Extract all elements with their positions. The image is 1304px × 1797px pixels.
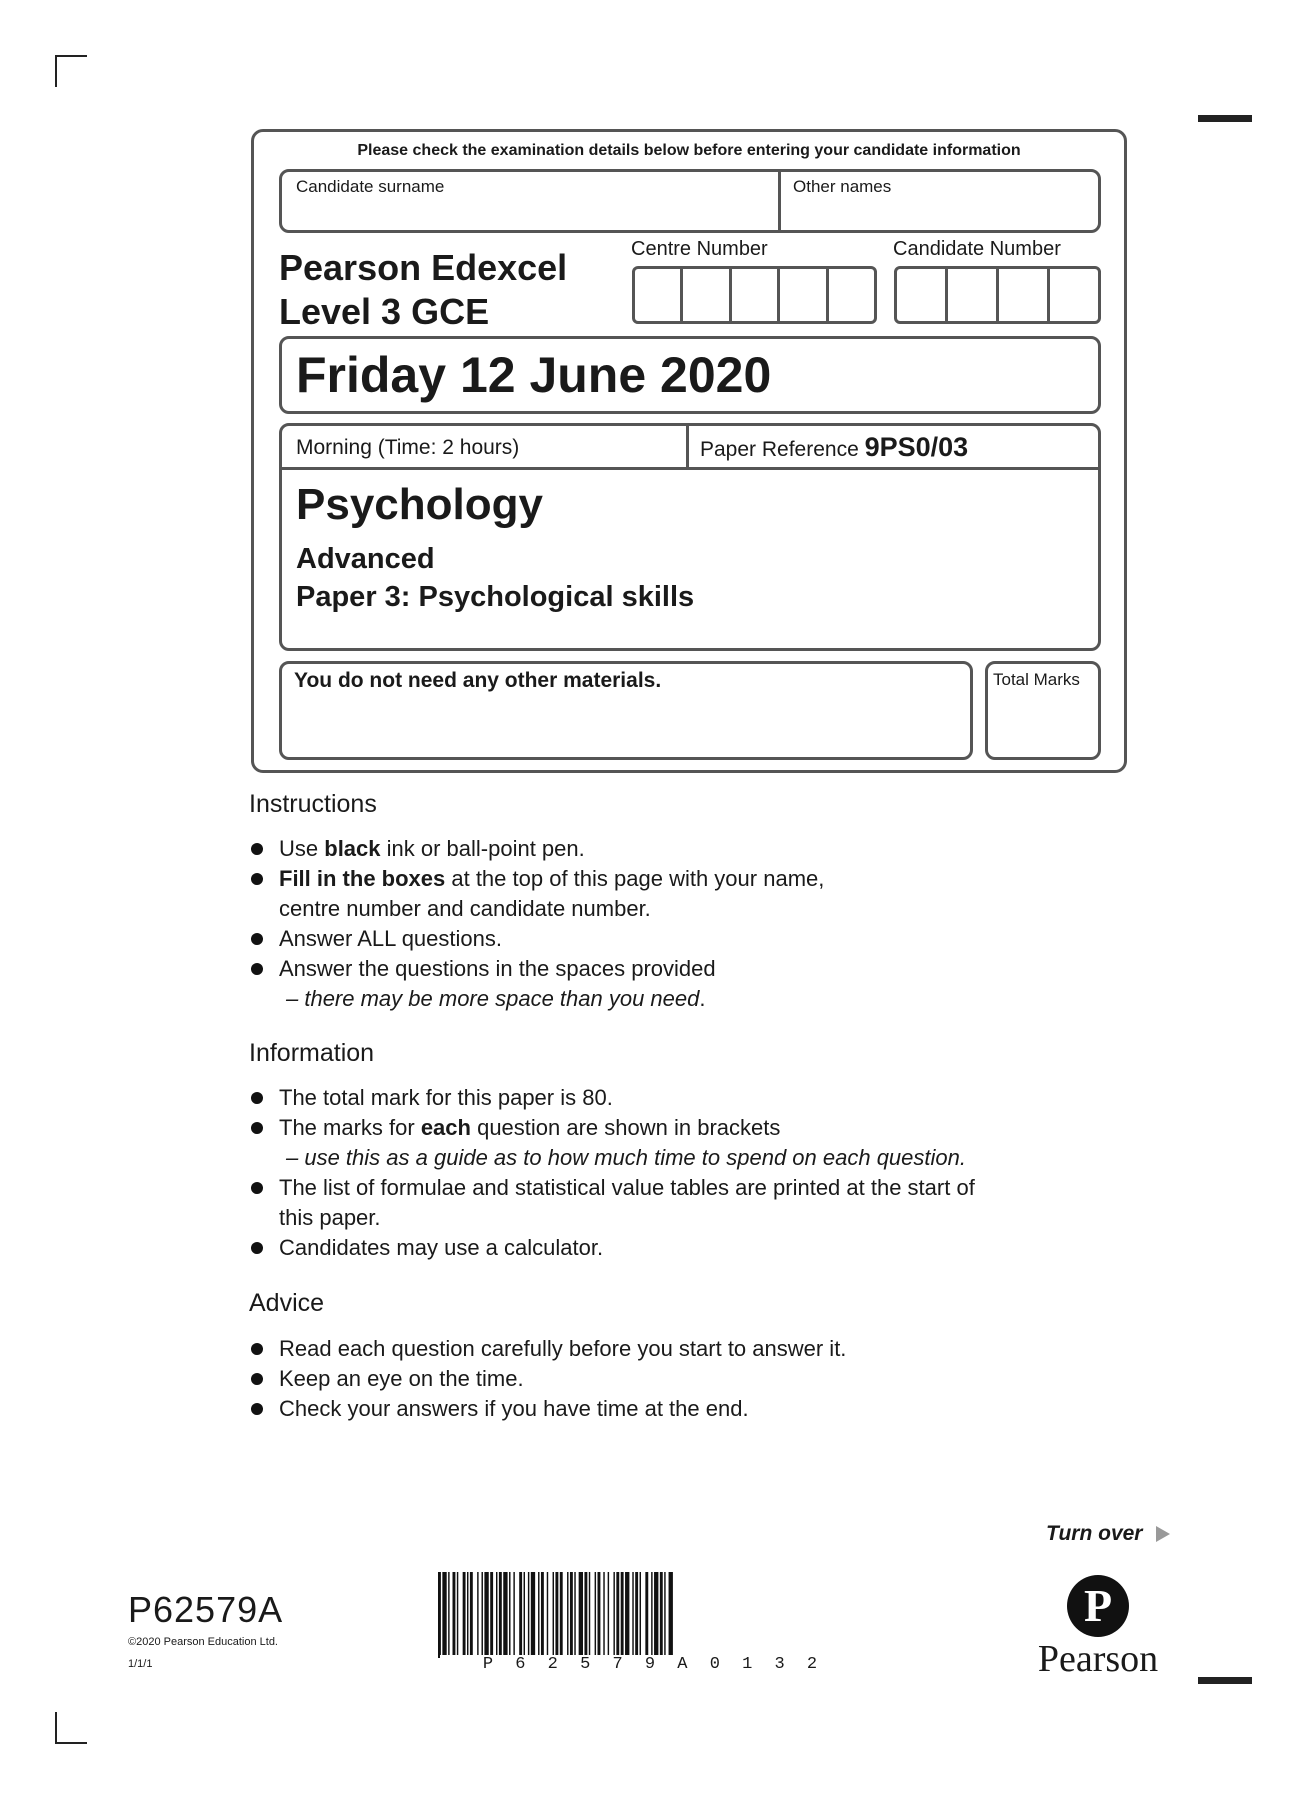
candidate-number-boxes[interactable] xyxy=(894,266,1101,324)
centre-digit-box[interactable] xyxy=(635,269,683,321)
barcode-bar xyxy=(528,1572,529,1658)
centre-number-label: Centre Number xyxy=(631,238,768,260)
copyright-notice: ©2020 Pearson Education Ltd. xyxy=(128,1636,278,1648)
paper-reference-value: 9PS0/03 xyxy=(864,432,969,462)
crop-mark-bottom-left-v xyxy=(55,1712,57,1744)
barcode-bar xyxy=(448,1572,449,1658)
advice-list xyxy=(249,1334,1049,1424)
barcode-bar xyxy=(470,1572,473,1658)
barcode-bar xyxy=(651,1572,652,1658)
instructions-list xyxy=(249,834,1049,1014)
list-item: The total mark for this paper is 80. xyxy=(249,1083,1049,1113)
barcode-bar xyxy=(453,1572,456,1658)
candidate-number-label: Candidate Number xyxy=(893,238,1061,260)
turn-over-label: Turn over xyxy=(1046,1522,1170,1546)
barcode-bar xyxy=(567,1572,568,1658)
barcode-bar xyxy=(613,1572,614,1658)
barcode-bar xyxy=(603,1572,604,1658)
crop-mark-top-left-h xyxy=(55,55,87,57)
barcode-image xyxy=(438,1572,868,1658)
candidate-digit-box[interactable] xyxy=(948,269,999,321)
materials-note: You do not need any other materials. xyxy=(294,669,662,692)
centre-digit-box[interactable] xyxy=(683,269,731,321)
centre-digit-box[interactable] xyxy=(829,269,874,321)
barcode-bar xyxy=(482,1572,483,1658)
barcode-bar xyxy=(457,1572,458,1658)
list-item: Answer ALL questions. xyxy=(249,924,1049,954)
centre-digit-box[interactable] xyxy=(732,269,780,321)
barcode-bar xyxy=(579,1572,583,1658)
list-item: Answer the questions in the spaces provided – there may be more space than you need. xyxy=(249,954,1049,1014)
barcode-bar xyxy=(538,1572,539,1658)
list-item: The marks for each question are shown in brackets – use this as a guide as to how much time to spend on each question. xyxy=(249,1113,1049,1173)
paper-code: P62579A xyxy=(128,1589,284,1630)
candidate-digit-box[interactable] xyxy=(999,269,1050,321)
pearson-logo xyxy=(1027,1575,1169,1685)
session-divider-h xyxy=(279,467,1101,470)
instructions-heading: Instructions xyxy=(249,790,377,818)
barcode-bar xyxy=(632,1572,633,1658)
advice-heading: Advice xyxy=(249,1289,325,1317)
paper-title: Paper 3: Psychological skills xyxy=(296,581,695,613)
barcode-bar xyxy=(621,1572,624,1658)
list-item: Read each question carefully before you start to answer it. xyxy=(249,1334,1049,1364)
pearson-logo-text: Pearson xyxy=(1037,1638,1159,1680)
list-item: Use black ink or ball-point pen. xyxy=(249,834,1049,864)
triangle-right-icon xyxy=(1156,1526,1170,1542)
list-item: Keep an eye on the time. xyxy=(249,1364,1049,1394)
barcode-bar xyxy=(608,1572,609,1658)
list-item: The list of formulae and statistical value tables are printed at the start of this paper. xyxy=(249,1173,1049,1233)
barcode-bar xyxy=(499,1572,502,1658)
barcode-bar xyxy=(654,1572,658,1658)
other-names-field[interactable]: Other names xyxy=(793,177,892,196)
barcode-bar xyxy=(669,1572,673,1658)
candidate-digit-box[interactable] xyxy=(897,269,948,321)
exam-board-line1: Pearson Edexcel xyxy=(279,247,568,288)
barcode-bar xyxy=(519,1572,522,1658)
barcode-bar xyxy=(660,1572,663,1658)
exam-board-line2: Level 3 GCE xyxy=(279,291,490,332)
barcode-bar xyxy=(463,1572,466,1658)
barcode-bar xyxy=(547,1572,548,1658)
crop-mark-top-left-v xyxy=(55,55,57,87)
barcode-bar xyxy=(635,1572,638,1658)
registration-bar-bottom xyxy=(1198,1677,1252,1684)
barcode-bar xyxy=(555,1572,558,1658)
barcode-text: P 6 2 5 7 9 A 0 1 3 2 xyxy=(440,1655,866,1674)
barcode-bar xyxy=(664,1572,665,1658)
barcode-bar xyxy=(509,1572,510,1658)
check-notice: Please check the examination details below before entering your candidate information xyxy=(357,142,1021,159)
list-item: Fill in the boxes at the top of this page with your name, centre number and candidate number. xyxy=(249,864,1049,924)
barcode-bar xyxy=(570,1572,573,1658)
name-divider xyxy=(778,169,781,233)
barcode-bar xyxy=(616,1572,619,1658)
barcode-bar xyxy=(490,1572,493,1658)
exam-session: Morning (Time: 2 hours) xyxy=(296,436,520,459)
paper-reference xyxy=(700,432,968,463)
list-item: Candidates may use a calculator. xyxy=(249,1233,1049,1263)
barcode-bar xyxy=(645,1572,648,1658)
barcode-bar xyxy=(484,1572,488,1658)
barcode-bar xyxy=(574,1572,575,1658)
barcode-bar xyxy=(467,1572,468,1658)
crop-mark-bottom-left-h xyxy=(55,1742,87,1744)
barcode-bar xyxy=(553,1572,554,1658)
centre-digit-box[interactable] xyxy=(780,269,828,321)
information-list xyxy=(249,1083,1049,1263)
barcode-bar xyxy=(496,1572,497,1658)
barcode-bar xyxy=(560,1572,563,1658)
barcode-bar xyxy=(477,1572,478,1658)
paper-reference-label: Paper Reference xyxy=(700,438,859,461)
total-marks-label: Total Marks xyxy=(993,670,1080,689)
barcode-bar xyxy=(438,1572,441,1658)
subject-title: Psychology xyxy=(296,480,543,529)
barcode-bar xyxy=(524,1572,525,1658)
information-heading: Information xyxy=(249,1039,375,1067)
barcode-bar xyxy=(503,1572,507,1658)
candidate-surname-field[interactable]: Candidate surname xyxy=(296,177,445,196)
barcode-bar xyxy=(442,1572,446,1658)
exam-date: Friday 12 June 2020 xyxy=(296,347,772,403)
barcode-bar xyxy=(513,1572,514,1658)
registration-bar-top xyxy=(1198,115,1252,122)
barcode-bar xyxy=(625,1572,629,1658)
barcode-bar xyxy=(640,1572,641,1658)
centre-number-boxes[interactable] xyxy=(632,266,877,324)
session-divider-v xyxy=(686,423,689,469)
barcode-bar xyxy=(541,1572,544,1658)
barcode-bar xyxy=(589,1572,590,1658)
barcode-bar xyxy=(531,1572,535,1658)
list-item: Check your answers if you have time at the end. xyxy=(249,1394,1049,1424)
paper-level: Advanced xyxy=(296,543,435,575)
barcode-bar xyxy=(595,1572,596,1658)
candidate-digit-box[interactable] xyxy=(1050,269,1098,321)
version-code: 1/1/1 xyxy=(128,1658,153,1670)
barcode-bar xyxy=(584,1572,587,1658)
pearson-logo-mark: P xyxy=(1067,1575,1129,1637)
barcode-bar xyxy=(598,1572,601,1658)
